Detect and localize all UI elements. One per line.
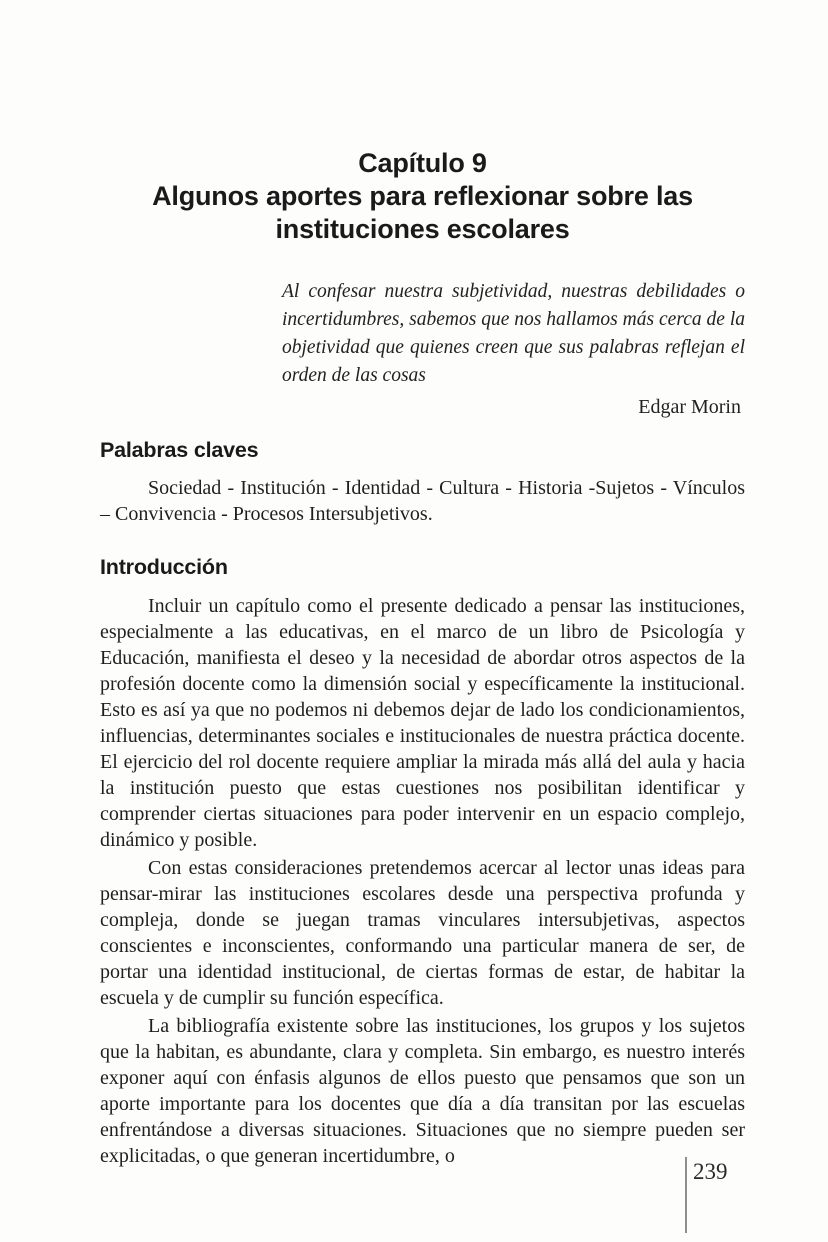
epigraph-attribution: Edgar Morin — [638, 396, 741, 418]
chapter-title-line-2: instituciones escolares — [275, 214, 570, 244]
epigraph — [282, 278, 745, 419]
chapter-title — [100, 180, 745, 246]
chapter-number: Capítulo 9 — [358, 148, 487, 178]
chapter-heading — [100, 147, 745, 246]
text-column — [100, 0, 745, 1171]
keywords-text: Sociedad - Institución - Identidad - Cultura - Historia -Sujetos - Vínculos – Convivencia - Procesos Intersubjetivos. — [100, 477, 745, 525]
keywords-section — [100, 437, 745, 527]
introduction-paragraph-1: Incluir un capítulo como el presente dedicado a pensar las instituciones, especialmente a las educativas, en el marco de un libro de Psicología y Educación, manifiesta el deseo y la necesidad de abordar otros aspectos de la profesión docente como la dimensión social y específicamente la institucional. Esto es así ya que no podemos ni debemos dejar de lado los condicionamientos, influencias, determinantes sociales e institucionales de nuestra práctica docente. El ejercicio del rol docente requiere ampliar la mirada más allá del aula y hacia la institución puesto que estas cuestiones nos posibilitan identificar y comprender ciertas situaciones para poder intervenir en un espacio complejo, dinámico y posible. — [100, 595, 745, 851]
page-number: 239 — [693, 1159, 728, 1184]
epigraph-quote: Al confesar nuestra subjetividad, nuestras debilidades o incertidumbres, sabemos que nos hallamos más cerca de la objetividad que quienes creen que sus palabras reflejan el orden de las cosas — [282, 281, 745, 386]
page-number-block — [685, 1157, 728, 1233]
chapter-title-line-1: Algunos aportes para reflexionar sobre las — [152, 181, 693, 211]
introduction-paragraph-3: La bibliografía existente sobre las instituciones, los grupos y los sujetos que la habitan, es abundante, clara y completa. Sin embargo, es nuestro interés exponer aquí con énfasis algunos de ellos puesto que pensamos que son un aporte importante para los docentes que día a día transitan por las escuelas enfrentándose a diversas situaciones. Situaciones que no siempre pueden ser explicitadas, o que generan incertidumbre, o — [100, 1015, 745, 1167]
keywords-heading: Palabras claves — [100, 438, 259, 462]
introduction-section — [100, 554, 745, 1169]
introduction-paragraph-2: Con estas consideraciones pretendemos acercar al lector unas ideas para pensar-mirar las instituciones escolares desde una perspectiva profunda y compleja, donde se juegan tramas vinculares intersubjetivas, aspectos conscientes e inconscientes, conformando una particular manera de ser, de portar una identidad institucional, de ciertas formas de estar, de habitar la escuela y de cumplir su función específica. — [100, 857, 745, 1009]
introduction-heading: Introducción — [100, 555, 228, 579]
